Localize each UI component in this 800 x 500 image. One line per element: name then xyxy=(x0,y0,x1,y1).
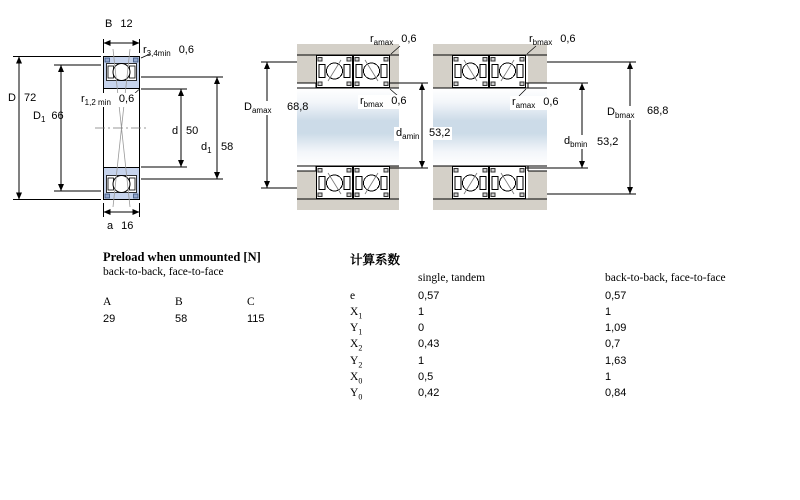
preload-table-value-row xyxy=(103,313,319,325)
preload-col-header-B: B xyxy=(175,296,183,308)
factors-col2-header: back-to-back, face-to-face xyxy=(605,272,726,284)
dim-label-r12: $r_{1,2 min}$ 0,6 xyxy=(81,93,135,108)
dim-value-d1: 58 xyxy=(221,141,234,153)
dim-label-D-amax: $D_{amax}$ xyxy=(244,101,272,116)
dim-value-D-bmax: 68,8 xyxy=(647,105,669,117)
dim-label-r-bmax-top: $r_{bmax}$ 0,6 xyxy=(529,33,576,48)
dim-label-D-bmax: $D_{bmax}$ xyxy=(607,106,635,121)
dim-label-r-amax-mid: $r_{amax}$ 0,6 xyxy=(512,96,559,111)
dim-value-D-amax: 68,8 xyxy=(287,101,309,113)
preload-table-subtitle: back-to-back, face-to-face xyxy=(103,266,224,278)
factors-table-title: 计算系数 xyxy=(350,253,401,267)
dim-value-d-bmin: 53,2 xyxy=(597,136,619,148)
dim-label-r-bmax-mid: $r_{bmax}$ 0,6 xyxy=(360,95,407,110)
factors-row-Y0: $Y_0$ 0,42 0,84 xyxy=(350,387,627,402)
dim-label-d: d xyxy=(172,125,179,137)
face-to-face-arrangement-figure xyxy=(433,44,636,210)
dim-label-d-amin: $d_{amin}$ xyxy=(396,127,420,142)
factors-row-X1: $X_1$ 1 1 xyxy=(350,306,612,321)
dim-label-d1: $d_1$ xyxy=(201,141,212,156)
dim-label-D1: $D_1$ 66 xyxy=(33,110,64,125)
preload-value-A: 29 xyxy=(103,313,116,325)
preload-value-C: 115 xyxy=(247,313,265,325)
preload-col-header-C: C xyxy=(247,296,255,308)
factors-row-X2: $X_2$ 0,43 0,7 xyxy=(350,338,621,353)
dim-label-d-bmin: $d_{bmin}$ xyxy=(564,135,588,150)
dim-label-r34: $r_{3,4min}$ 0,6 xyxy=(143,44,194,59)
dim-value-d: 50 xyxy=(186,125,199,137)
dim-label-B: B 12 xyxy=(105,18,133,30)
dim-label-r-amax-top: $r_{amax}$ 0,6 xyxy=(370,33,417,48)
preload-col-header-A: A xyxy=(103,296,112,308)
factors-col1-header: single, tandem xyxy=(418,272,486,284)
factors-row-Y1: $Y_1$ 0 1,09 xyxy=(350,322,627,337)
preload-value-B: 58 xyxy=(175,313,188,325)
factors-row-Y2: $Y_2$ 1 1,63 xyxy=(350,355,627,370)
preload-table-header-row xyxy=(103,296,319,308)
dim-label-a: a 16 xyxy=(107,220,134,232)
preload-table-title: Preload when unmounted [N] xyxy=(103,250,261,264)
factors-row-e: e 0,57 0,57 xyxy=(350,290,627,302)
factors-row-X0: $X_0$ 0,5 1 xyxy=(350,371,612,386)
dim-value-d-amin: 53,2 xyxy=(429,127,451,139)
dim-label-D: D 72 xyxy=(8,92,37,104)
